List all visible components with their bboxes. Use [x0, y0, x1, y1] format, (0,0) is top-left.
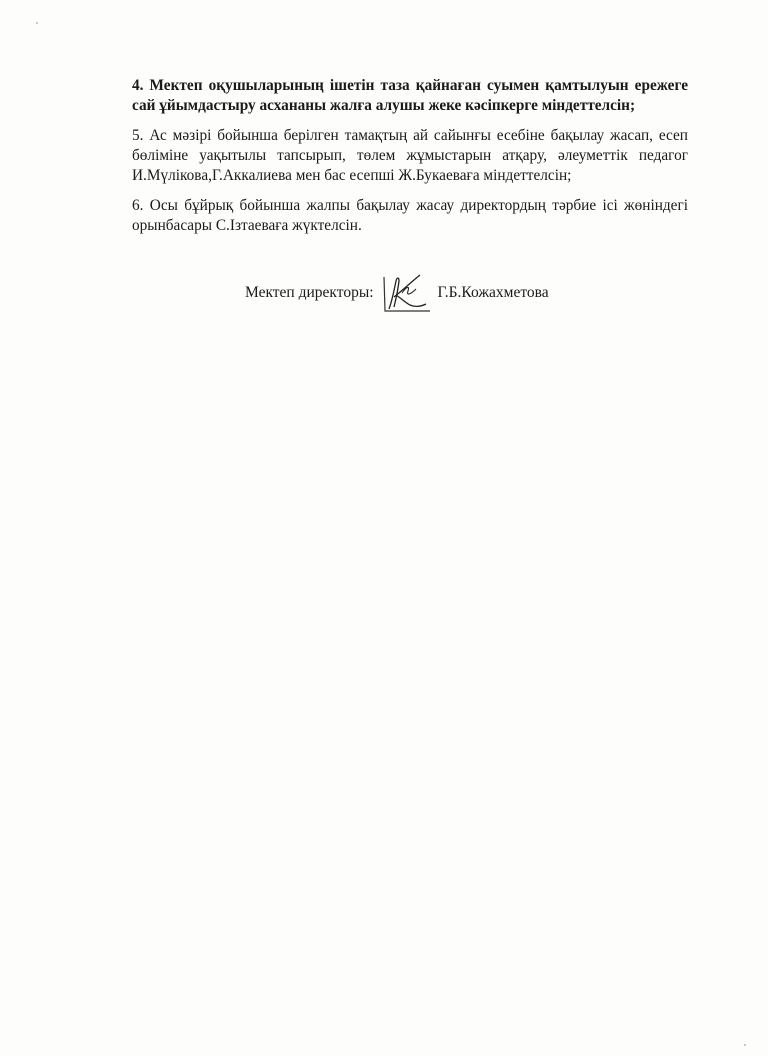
clause-5: 5. Ас мәзірі бойынша берілген тамақтың ай сайынғы есебіне бақылау жасап, есеп бөліміне уақытылы тапсырып, төлем жұмыстарын атқару, әлеуметтік педагог И.Мүлікова,Г.Аккалиева мен бас есепші Ж.Букаеваға міндеттелсін;: [132, 127, 688, 184]
document-body: [132, 76, 688, 246]
signature-block: [245, 270, 549, 316]
scan-speck: [744, 1044, 746, 1046]
scan-speck: [36, 22, 38, 24]
signatory-name: Г.Б.Кожахметова: [437, 284, 549, 301]
signatory-title: Мектеп директоры:: [245, 284, 374, 301]
clause-6: 6. Осы бұйрық бойынша жалпы бақылау жасау директордың тәрбие ісі жөніндегі орынбасары С.Ізтаеваға жүктелсін.: [132, 197, 688, 234]
handwritten-signature: [380, 271, 434, 315]
clause-4: 4. Мектеп оқушыларының ішетін таза қайнаған суымен қамтылуын ережеге сай ұйымдастыру асхананы жалға алушы жеке кәсіпкерге міндеттелсін;: [132, 77, 688, 114]
